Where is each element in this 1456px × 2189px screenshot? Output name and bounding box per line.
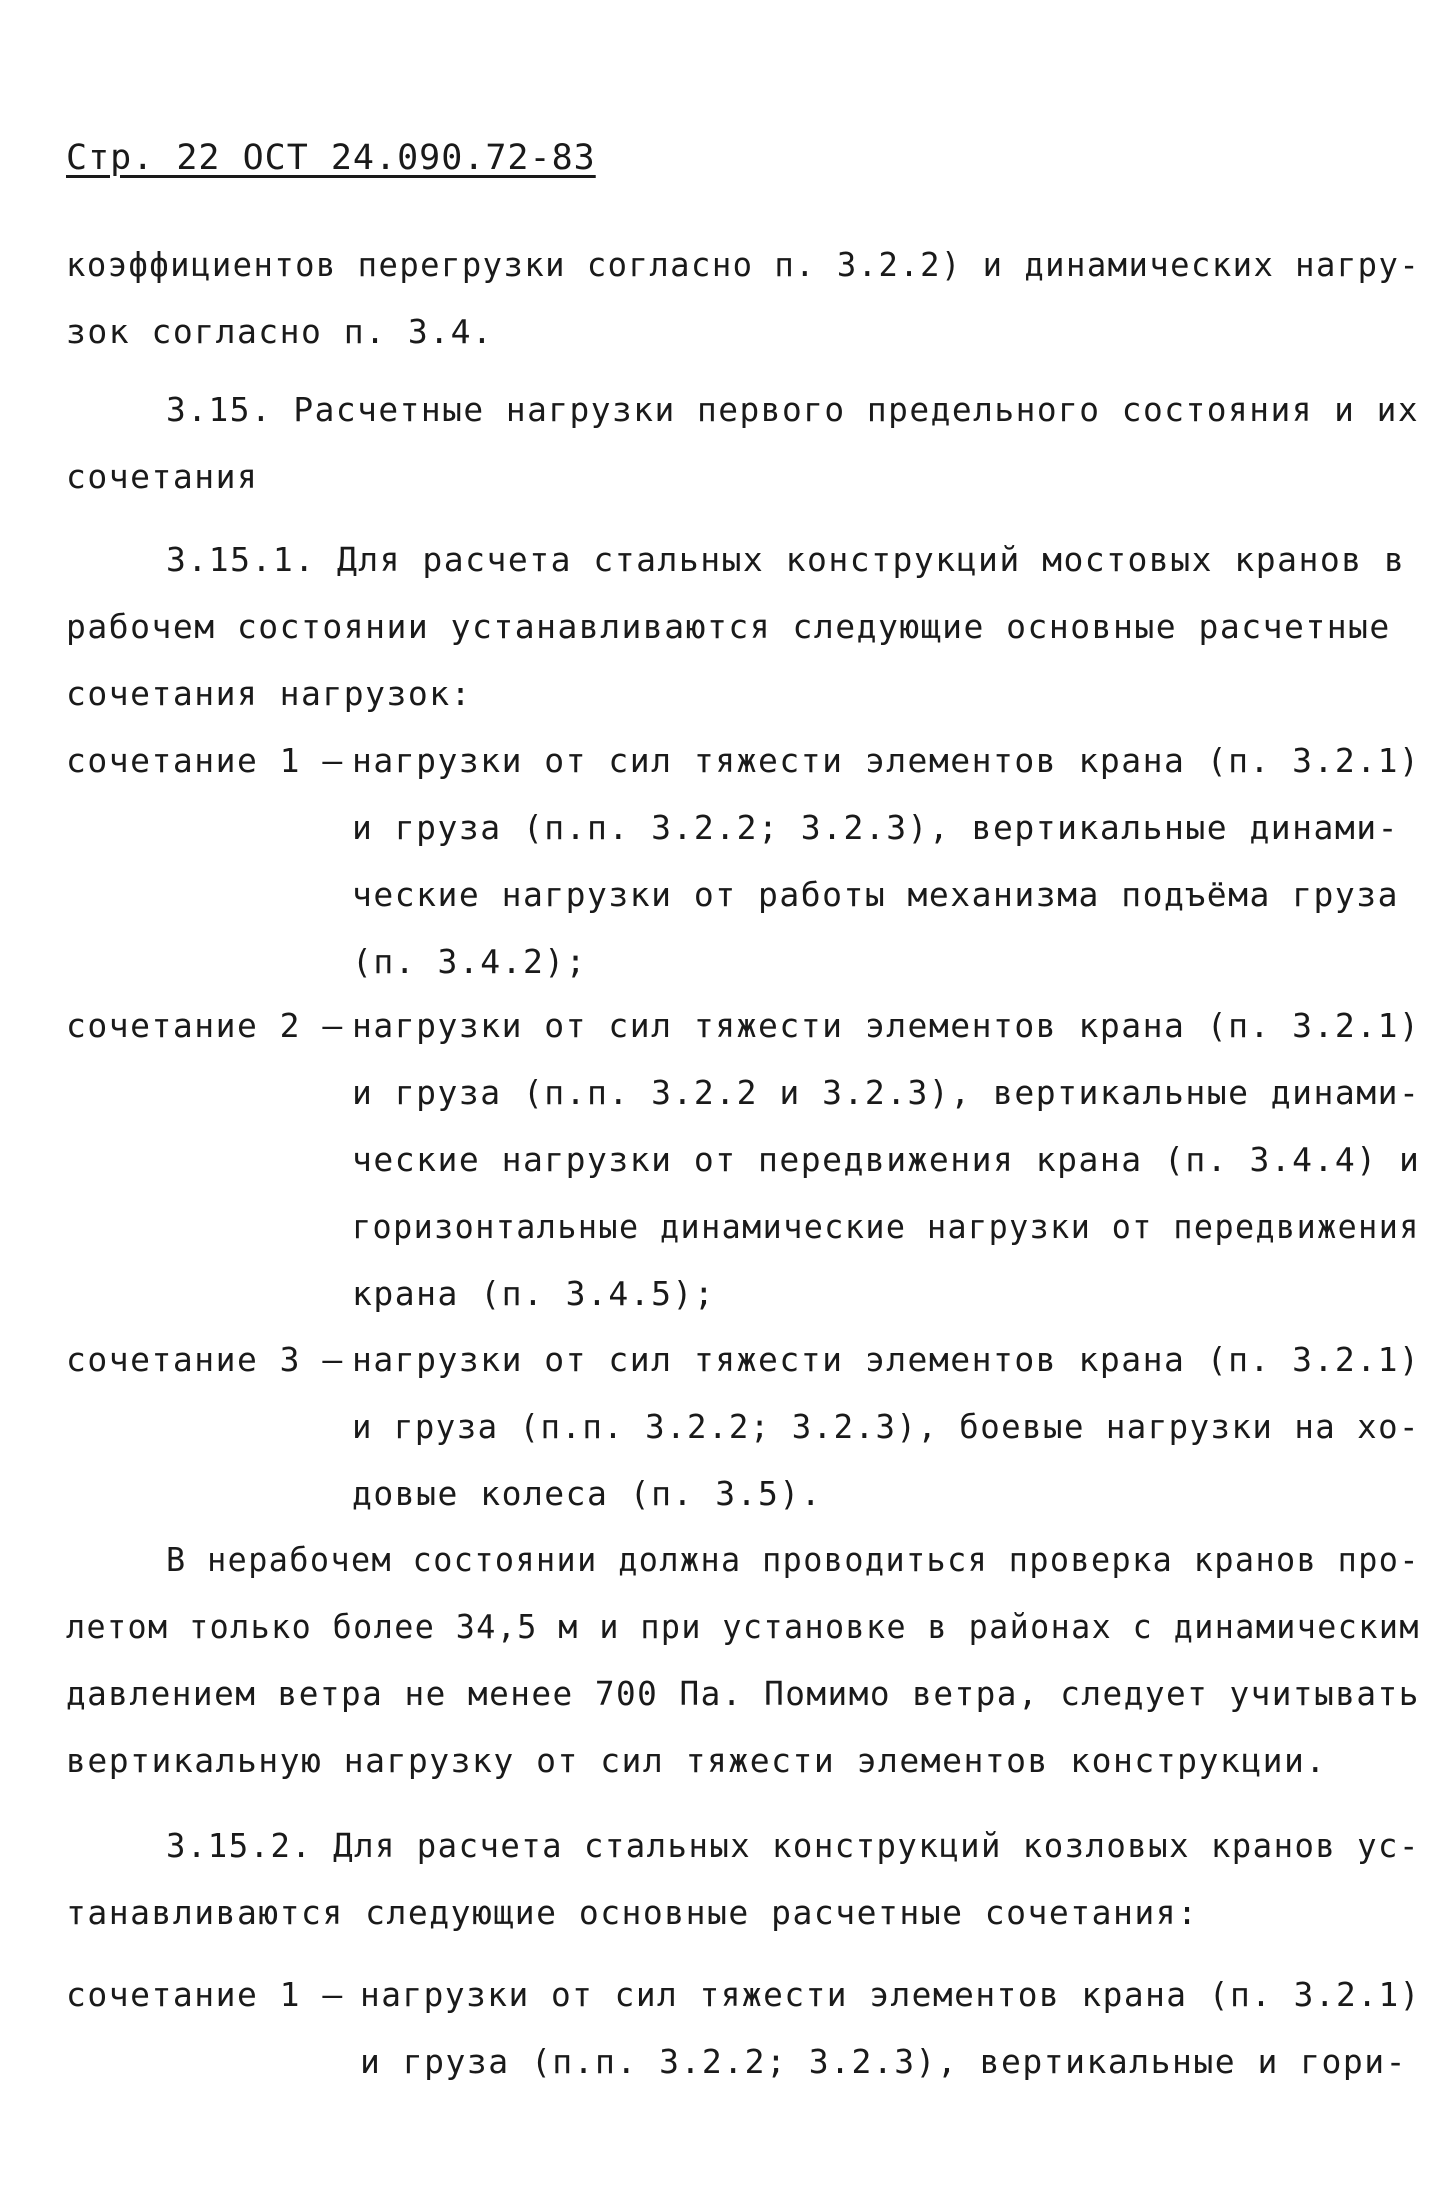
list-line: и груза (п.п. 3.2.2; 3.2.3), вертикальные и гори- bbox=[360, 2042, 1408, 2081]
text-line: коэффициентов перегрузки согласно п. 3.2.2) и динамических нагру- bbox=[66, 245, 1421, 284]
text-line: зок согласно п. 3.4. bbox=[66, 312, 494, 351]
page-header: Стр. 22 ОСТ 24.090.72-83 bbox=[66, 138, 596, 178]
paragraph-line: сочетания нагрузок: bbox=[66, 674, 472, 713]
combination-label: сочетание 1 – bbox=[66, 1975, 344, 2014]
section-heading: сочетания bbox=[66, 457, 259, 496]
list-line: ческие нагрузки от передвижения крана (п. 3.4.4) и bbox=[352, 1140, 1421, 1179]
list-line: горизонтальные динамические нагрузки от передвижения bbox=[352, 1207, 1420, 1246]
paragraph-line: летом только более 34,5 м и при установке в районах с динамическим bbox=[66, 1607, 1420, 1646]
list-line: крана (п. 3.4.5); bbox=[352, 1274, 716, 1313]
paragraph-line: танавливаются следующие основные расчетные сочетания: bbox=[66, 1893, 1199, 1932]
paragraph-line: 3.15.1. Для расчета стальных конструкций мостовых кранов в bbox=[166, 540, 1406, 579]
combination-label: сочетание 3 – bbox=[66, 1340, 344, 1379]
list-line: (п. 3.4.2); bbox=[352, 942, 588, 981]
paragraph-line: рабочем состоянии устанавливаются следующие основные расчетные bbox=[66, 607, 1391, 646]
combination-label: сочетание 2 – bbox=[66, 1006, 344, 1045]
list-line: нагрузки от сил тяжести элементов крана (п. 3.2.1) bbox=[360, 1975, 1421, 2014]
list-line: и груза (п.п. 3.2.2; 3.2.3), вертикальные динами- bbox=[352, 808, 1400, 847]
paragraph-line: В нерабочем состоянии должна проводиться проверка кранов про- bbox=[166, 1540, 1420, 1579]
section-heading: 3.15. Расчетные нагрузки первого предельного состояния и их bbox=[166, 390, 1420, 429]
list-line: нагрузки от сил тяжести элементов крана (п. 3.2.1) bbox=[352, 1006, 1421, 1045]
list-line: и груза (п.п. 3.2.2; 3.2.3), боевые нагрузки на хо- bbox=[352, 1407, 1420, 1446]
list-line: довые колеса (п. 3.5). bbox=[352, 1474, 823, 1513]
list-line: нагрузки от сил тяжести элементов крана (п. 3.2.1) bbox=[352, 741, 1421, 780]
list-line: ческие нагрузки от работы механизма подъёма груза bbox=[352, 875, 1400, 914]
paragraph-line: вертикальную нагрузку от сил тяжести элементов конструкции. bbox=[66, 1741, 1327, 1780]
paragraph-line: давлением ветра не менее 700 Па. Помимо ветра, следует учитывать bbox=[66, 1674, 1420, 1713]
paragraph-line: 3.15.2. Для расчета стальных конструкций козловых кранов ус- bbox=[166, 1826, 1420, 1865]
list-line: и груза (п.п. 3.2.2 и 3.2.3), вертикальные динами- bbox=[352, 1073, 1421, 1112]
list-line: нагрузки от сил тяжести элементов крана (п. 3.2.1) bbox=[352, 1340, 1421, 1379]
combination-label: сочетание 1 – bbox=[66, 741, 344, 780]
